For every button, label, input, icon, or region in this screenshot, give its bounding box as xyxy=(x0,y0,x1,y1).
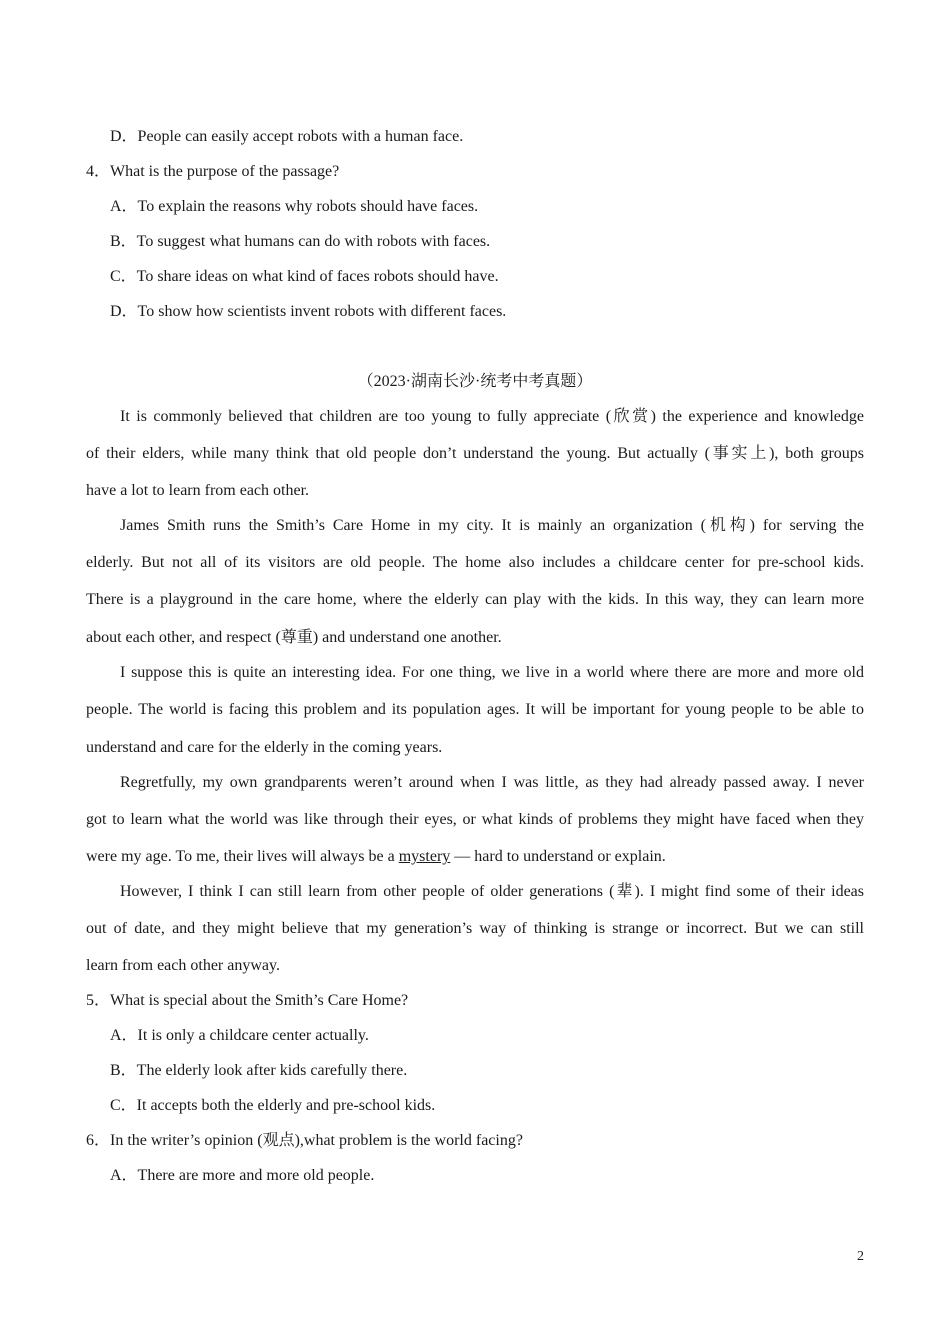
q5-option-a: A．It is only a childcare center actually. xyxy=(110,1027,369,1044)
page-number: 2 xyxy=(857,1249,864,1264)
p4-line-3-after: — hard to understand or explain. xyxy=(450,848,666,865)
p2-line-4: about each other, and respect (尊重) and understand one another. xyxy=(86,629,502,646)
p4-line-1: Regretfully, my own grandparents weren’t around when I was little, as they had already passed away. I never xyxy=(120,774,864,791)
p2-line-2: elderly. But not all of its visitors are old people. The home also includes a childcare center for pre-school kids. xyxy=(86,554,864,571)
p1-line-1: It is commonly believed that children are too young to fully appreciate (欣赏) the experience and knowledge xyxy=(120,408,864,425)
p3-line-2: people. The world is facing this problem and its population ages. It will be important for young people to be able to xyxy=(86,701,864,718)
q4-option-a: A．To explain the reasons why robots should have faces. xyxy=(110,198,479,215)
p1-line-2: of their elders, while many think that old people don’t understand the young. But actually (事实上), both groups xyxy=(86,445,864,462)
p4-line-3 xyxy=(86,847,864,867)
p2-line-3: There is a playground in the care home, where the elderly can play with the kids. In this way, they can learn more xyxy=(86,591,864,608)
p4-line-2: got to learn what the world was like through their eyes, or what kinds of problems they might have faced when they xyxy=(86,811,864,828)
q6-stem: 6．In the writer’s opinion (观点),what problem is the world facing? xyxy=(86,1132,523,1149)
q4-stem: 4．What is the purpose of the passage? xyxy=(86,163,340,180)
q4-option-b: B．To suggest what humans can do with robots with faces. xyxy=(110,233,491,250)
p1-line-3: have a lot to learn from each other. xyxy=(86,482,310,499)
q5-option-b: B．The elderly look after kids carefully there. xyxy=(110,1062,408,1079)
p3-line-1: I suppose this is quite an interesting idea. For one thing, we live in a world where there are more and more old xyxy=(120,664,864,681)
underlined-word-mystery: mystery xyxy=(398,848,451,865)
q4-option-c: C．To share ideas on what kind of faces robots should have. xyxy=(110,268,499,285)
p4-line-3-before: were my age. To me, their lives will always be a xyxy=(86,848,399,865)
q6-option-a: A．There are more and more old people. xyxy=(110,1167,375,1184)
q4-option-d: D．To show how scientists invent robots with different faces. xyxy=(110,303,507,320)
q3-option-d: D．People can easily accept robots with a human face. xyxy=(110,128,464,145)
p2-line-1: James Smith runs the Smith’s Care Home in my city. It is mainly an organization (机构) for serving the xyxy=(120,517,864,534)
q5-stem: 5．What is special about the Smith’s Care Home? xyxy=(86,992,409,1009)
p5-line-1: However, I think I can still learn from other people of older generations (辈). I might find some of their ideas xyxy=(120,883,865,900)
p3-line-3: understand and care for the elderly in the coming years. xyxy=(86,739,443,756)
q5-option-c: C．It accepts both the elderly and pre-school kids. xyxy=(110,1097,436,1114)
p5-line-2: out of date, and they might believe that my generation’s way of thinking is strange or incorrect. But we can still xyxy=(86,920,864,937)
p5-line-3: learn from each other anyway. xyxy=(86,957,280,974)
passage-source: （2023·湖南长沙·统考中考真题） xyxy=(357,373,593,390)
